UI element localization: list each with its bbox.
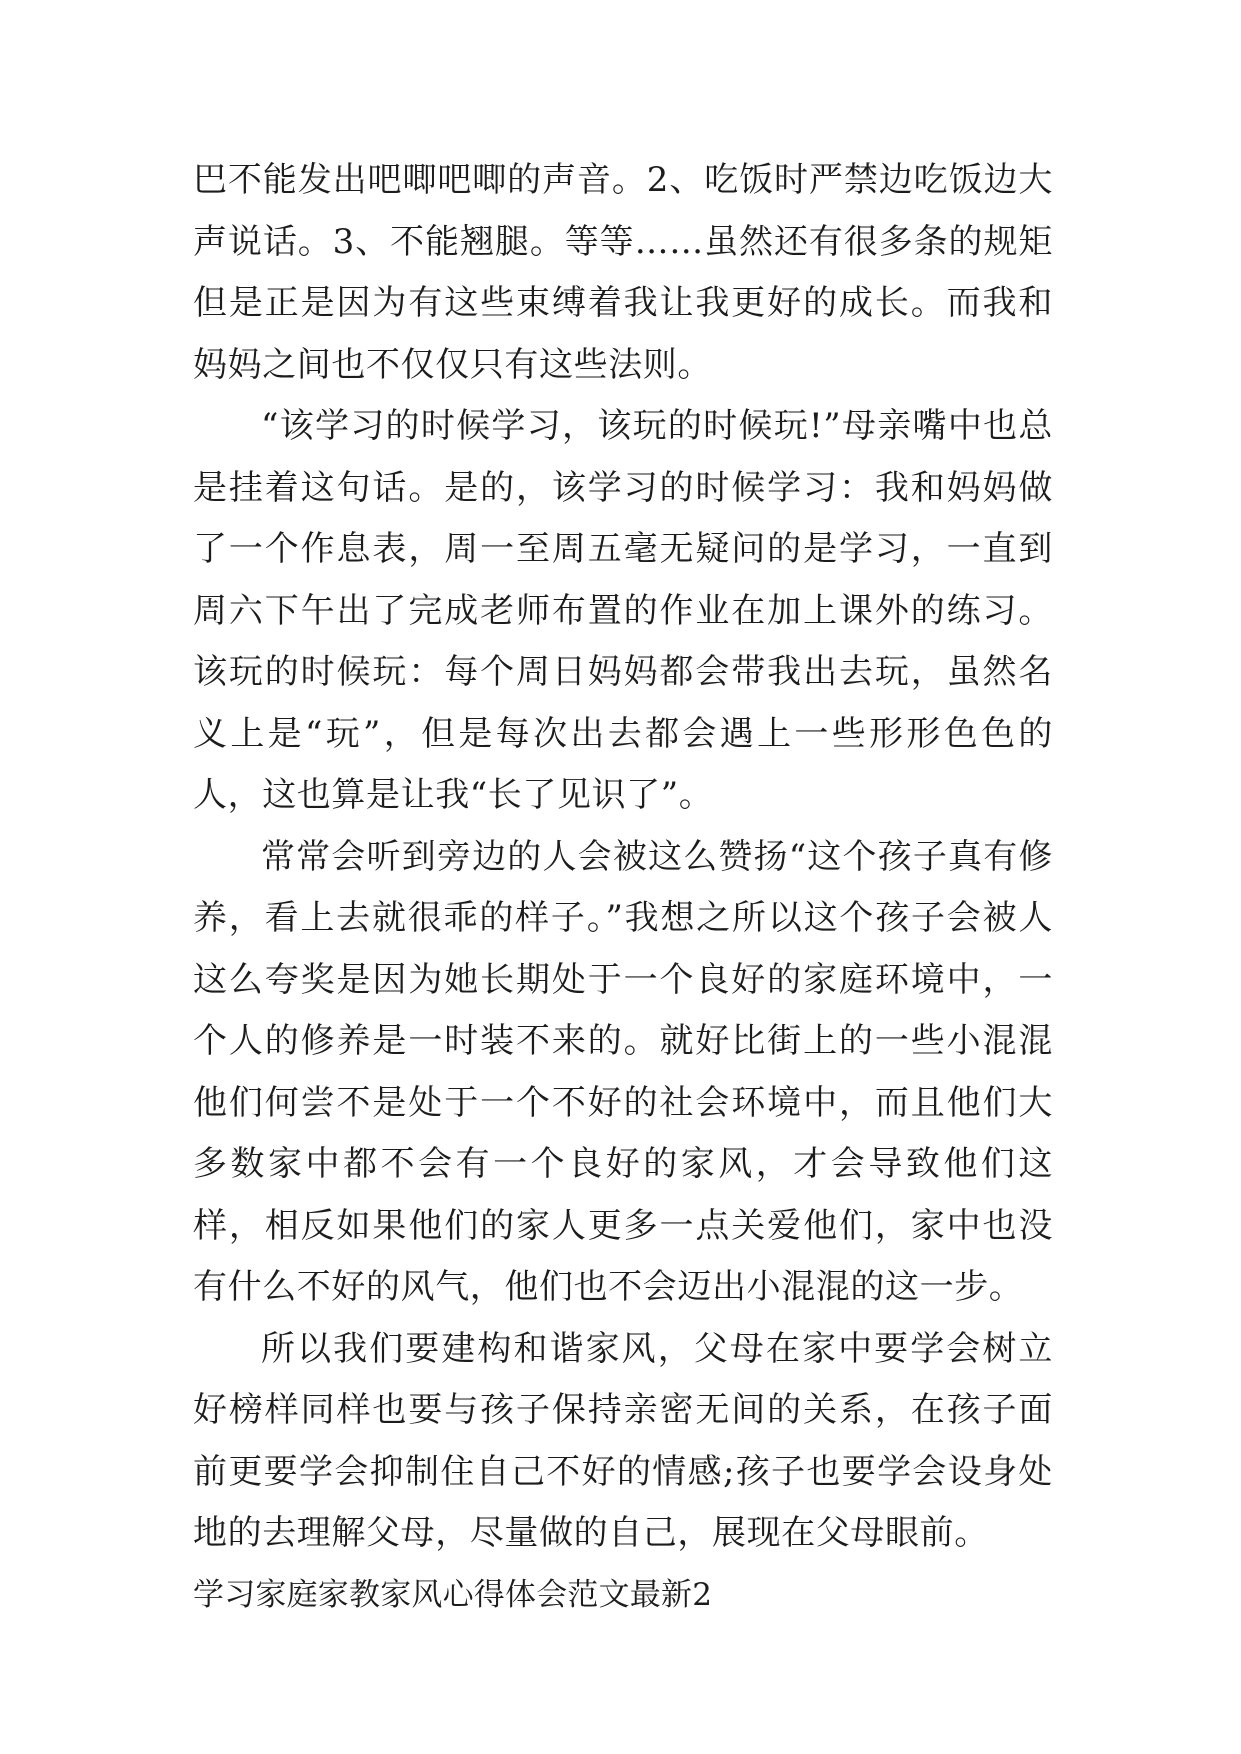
section-heading: 学习家庭家教家风心得体会范文最新2 bbox=[193, 1576, 713, 1613]
document-body bbox=[193, 150, 1053, 1626]
paragraph-3: 常常会听到旁边的人会被这么赞扬“这个孩子真有修养，看上去就很乖的样子。”我想之所以这个孩子会被人这么夸奖是因为她长期处于一个良好的家庭环境中，一个人的修养是一时装不来的。就好比街上的一些小混混他们何尝不是处于一个不好的社会环境中，而且他们大多数家中都不会有一个良好的家风，才会导致他们这样，相反如果他们的家人更多一点关爱他们，家中也没有什么不好的风气，他们也不会迈出小混混的这一步。 bbox=[193, 836, 1053, 1307]
paragraph-2: “该学习的时候学习，该玩的时候玩!”母亲嘴中也总是挂着这句话。是的，该学习的时候学习：我和妈妈做了一个作息表，周一至周五毫无疑问的是学习，一直到周六下午出了完成老师布置的作业在加上课外的练习。该玩的时候玩：每个周日妈妈都会带我出去玩，虽然名义上是“玩”，但是每次出去都会遇上一些形形色色的人，这也算是让我“长了见识了”。 bbox=[193, 406, 1053, 815]
paragraph-4: 所以我们要建构和谐家风，父母在家中要学会树立好榜样同样也要与孩子保持亲密无间的关系，在孩子面前更要学会抑制住自己不好的情感;孩子也要学会设身处地的去理解父母，尽量做的自己，展现在父母眼前。 bbox=[193, 1328, 1053, 1553]
paragraph-1: 巴不能发出吧唧吧唧的声音。2、吃饭时严禁边吃饭边大声说话。3、不能翘腿。等等……虽然还有很多条的规矩但是正是因为有这些束缚着我让我更好的成长。而我和妈妈之间也不仅仅只有这些法则。 bbox=[193, 160, 1053, 385]
